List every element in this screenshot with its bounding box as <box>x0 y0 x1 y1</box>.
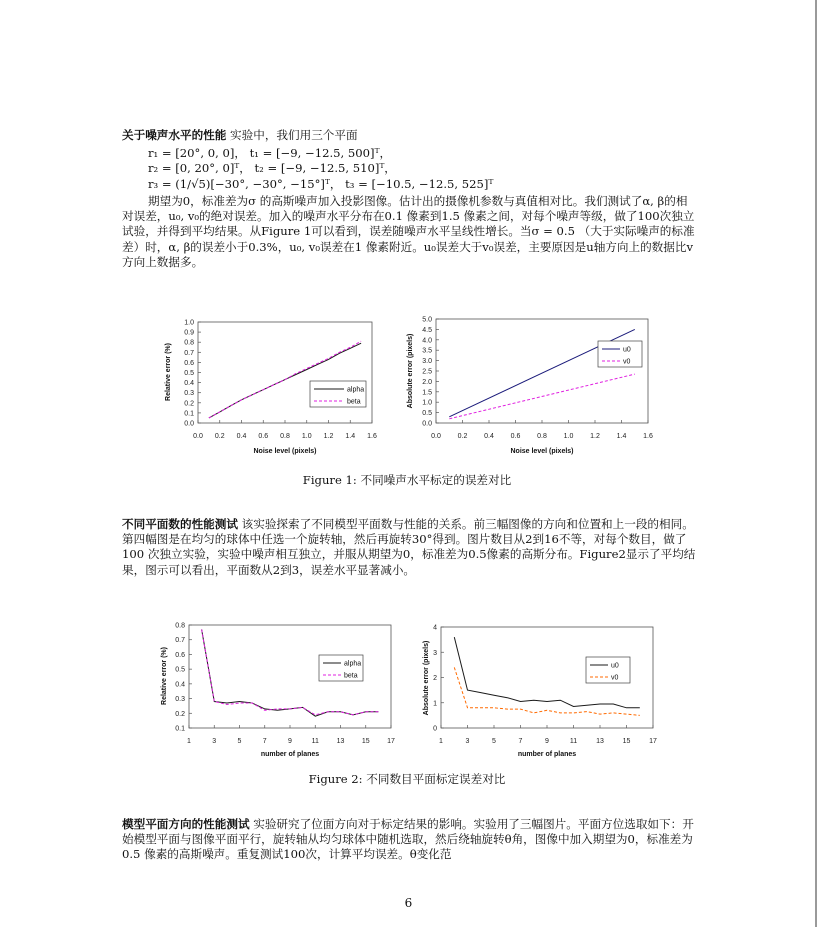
y-tick-label: 0.4 <box>184 380 194 388</box>
legend-box <box>598 341 642 367</box>
x-tick-label: 0.6 <box>258 433 269 440</box>
y-tick-label: 5.0 <box>422 316 432 324</box>
x-tick-label: 11 <box>311 738 319 745</box>
legend-box <box>586 657 630 683</box>
equation-1: r₁ = [20°, 0, 0]， t₁ = [−9, −12.5, 500]ᵀ， <box>148 146 392 160</box>
legend-label-u0: u0 <box>623 346 631 354</box>
section1-heading: 关于噪声水平的性能 <box>122 128 227 142</box>
y-tick-label: 0.0 <box>184 420 194 428</box>
x-tick-label: 1 <box>187 738 191 745</box>
y-tick-label: 4.0 <box>422 337 432 345</box>
equation-3: r₃ = (1/√5)[−30°, −30°, −15°]ᵀ， t₃ = [−10.5, −12.5, 525]ᵀ <box>148 177 494 191</box>
x-tick-label: 1.4 <box>345 433 356 440</box>
y-tick-label: 0.5 <box>175 666 185 674</box>
x-tick-label: 5 <box>237 738 242 745</box>
x-tick-label: 1.0 <box>563 433 574 440</box>
x-tick-label: 7 <box>518 738 523 745</box>
equation-2: r₂ = [0, 20°, 0]ᵀ， t₂ = [−9, −12.5, 510]ᵀ， <box>148 161 396 175</box>
legend-label-beta: beta <box>344 672 358 680</box>
figure1-right-chart <box>407 317 653 456</box>
x-axis-label: number of planes <box>517 751 577 758</box>
x-tick-label: 1.4 <box>616 433 627 440</box>
page-number: 6 <box>404 896 413 910</box>
legend-label-v0: v0 <box>623 358 631 366</box>
x-tick-label: 0.4 <box>484 433 494 440</box>
y-tick-label: 0.4 <box>175 681 185 689</box>
x-tick-label: 13 <box>596 738 604 745</box>
x-tick-label: 0.2 <box>457 433 468 440</box>
y-tick-label: 1 <box>433 700 437 708</box>
x-tick-label: 9 <box>288 738 292 745</box>
x-tick-label: 0.4 <box>236 433 247 440</box>
x-tick-label: 13 <box>336 738 345 745</box>
section2-heading: 不同平面数的性能测试 <box>122 517 238 531</box>
x-axis-label: Noise level (pixels) <box>253 448 317 455</box>
y-tick-label: 0.2 <box>184 400 194 408</box>
y-tick-label: 2.0 <box>422 378 432 386</box>
x-tick-label: 15 <box>622 738 631 745</box>
legend-label-u0: u0 <box>611 662 619 670</box>
y-tick-label: 1.0 <box>184 319 194 327</box>
x-tick-label: 1.6 <box>643 433 653 440</box>
legend-label-alpha: alpha <box>344 660 362 668</box>
figure2-left-chart <box>161 623 395 759</box>
y-axis-label: Relative error (%) <box>161 647 168 705</box>
y-tick-label: 3.5 <box>422 347 432 355</box>
y-tick-label: 0.5 <box>184 370 194 377</box>
y-tick-label: 0.7 <box>175 637 185 645</box>
y-tick-label: 0.0 <box>422 420 432 428</box>
y-tick-label: 0.8 <box>175 622 185 630</box>
x-tick-label: 1.6 <box>367 433 377 440</box>
y-tick-label: 3 <box>433 649 437 657</box>
x-tick-label: 7 <box>262 738 267 745</box>
figure2-right-chart <box>423 625 657 759</box>
section2-paragraph <box>122 517 696 578</box>
y-tick-label: 4 <box>433 624 437 632</box>
x-tick-label: 17 <box>649 738 657 745</box>
y-tick-label: 0.8 <box>184 339 194 347</box>
y-tick-label: 0.9 <box>184 329 194 337</box>
plot-frame <box>198 322 372 423</box>
section3-body: 实验研究了位面方向对于标定结果的影响。实验用了三幅图片。平面方位选取如下：开始模型平面与图像平面平行，旋转轴从均匀球体中随机选取，然后绕轴旋转θ角，图像中加入期望为0，标准差为0.5 像素的高斯噪声。重复测试100次，计算平均误差。θ变化范 <box>122 817 694 862</box>
series-line-v0 <box>449 374 635 419</box>
y-axis-label: Relative error (%) <box>165 343 172 401</box>
y-axis-label: Absolute error (pixels) <box>407 333 414 409</box>
y-tick-label: 0.7 <box>184 349 194 357</box>
x-tick-label: 9 <box>545 738 549 745</box>
figure1-left-chart <box>165 320 377 456</box>
y-tick-label: 0.1 <box>184 410 194 418</box>
x-tick-label: 11 <box>569 738 578 745</box>
y-tick-label: 0.6 <box>184 359 194 367</box>
x-tick-label: 0.8 <box>537 433 547 440</box>
plot-frame <box>436 319 648 423</box>
x-tick-label: 3 <box>212 738 217 745</box>
section3-paragraph <box>122 817 696 863</box>
y-tick-label: 0.5 <box>422 410 432 418</box>
legend-label-alpha: alpha <box>347 386 365 394</box>
x-tick-label: 1.0 <box>301 433 312 440</box>
x-axis-label: number of planes <box>260 751 320 758</box>
section1-intro-text: 实验中，我们用三个平面 <box>226 128 358 142</box>
x-tick-label: 0.6 <box>510 433 521 440</box>
x-tick-label: 1 <box>439 738 443 745</box>
x-tick-label: 1.2 <box>590 433 600 440</box>
y-tick-label: 1.0 <box>422 399 432 407</box>
y-tick-label: 2 <box>433 675 437 682</box>
y-tick-label: 0.3 <box>184 390 194 398</box>
x-tick-label: 15 <box>361 738 370 745</box>
y-axis-label: Absolute error (pixels) <box>423 640 430 716</box>
y-tick-label: 2.5 <box>422 368 432 376</box>
figure2-caption: Figure 2: 不同数目平面标定误差对比 <box>308 772 506 786</box>
x-tick-label: 3 <box>465 738 470 745</box>
y-tick-label: 3.0 <box>422 358 432 366</box>
section1-body: 期望为0，标准差为σ 的高斯噪声加入投影图像。估计出的摄像机参数与真值相对比。我们测试了α, β的相对误差，u₀, v₀的绝对误差。加入的噪声水平分布在0.1 像素到1.5 像素之间，对每个噪声等级，做了100次独立试验，并得到平均结果。从Figure 1可以看到，误差随噪声水平呈线性增长。当σ = 0.5 （大于实际噪声的标准差）时，α, β的误差小于0.3%，u₀, v₀误差在1 像素附近。u₀误差大于v₀误差，主要原因是u轴方向上的数据比v方向上数据多。 <box>122 194 695 269</box>
x-tick-label: 0.8 <box>280 433 290 440</box>
y-tick-label: 0.2 <box>175 710 185 718</box>
legend-label-beta: beta <box>347 398 361 406</box>
y-tick-label: 0.1 <box>175 725 185 733</box>
x-tick-label: 0.2 <box>214 433 225 440</box>
y-tick-label: 1.5 <box>422 389 432 397</box>
section3-heading: 模型平面方向的性能测试 <box>122 817 250 831</box>
figure1-caption: Figure 1: 不同噪声水平标定的误差对比 <box>302 473 512 487</box>
section2-body: 该实验探索了不同模型平面数与性能的关系。前三幅图像的方向和位置和上一段的相同。第四幅图是在均匀的球体中任选一个旋转轴，然后再旋转30°得到。图片数目从2到16不等，对每个数目，做了100 次独立实验，实验中噪声相互独立，并服从期望为0，标准差为0.5像素的高斯分布。Figure2显示了平均结果，图示可以看出，平面数从2到3，误差水平显著减小。 <box>122 517 696 577</box>
x-tick-label: 17 <box>387 738 395 745</box>
x-axis-label: Noise level (pixels) <box>510 448 574 455</box>
x-tick-label: 0.0 <box>193 433 203 440</box>
y-tick-label: 0 <box>433 725 437 733</box>
x-tick-label: 1.2 <box>323 433 334 440</box>
y-tick-label: 0.3 <box>175 696 185 704</box>
legend-label-v0: v0 <box>611 674 619 682</box>
y-tick-label: 0.6 <box>175 651 185 659</box>
y-tick-label: 4.5 <box>422 326 432 334</box>
x-tick-label: 0.0 <box>431 433 441 440</box>
x-tick-label: 5 <box>492 738 496 745</box>
